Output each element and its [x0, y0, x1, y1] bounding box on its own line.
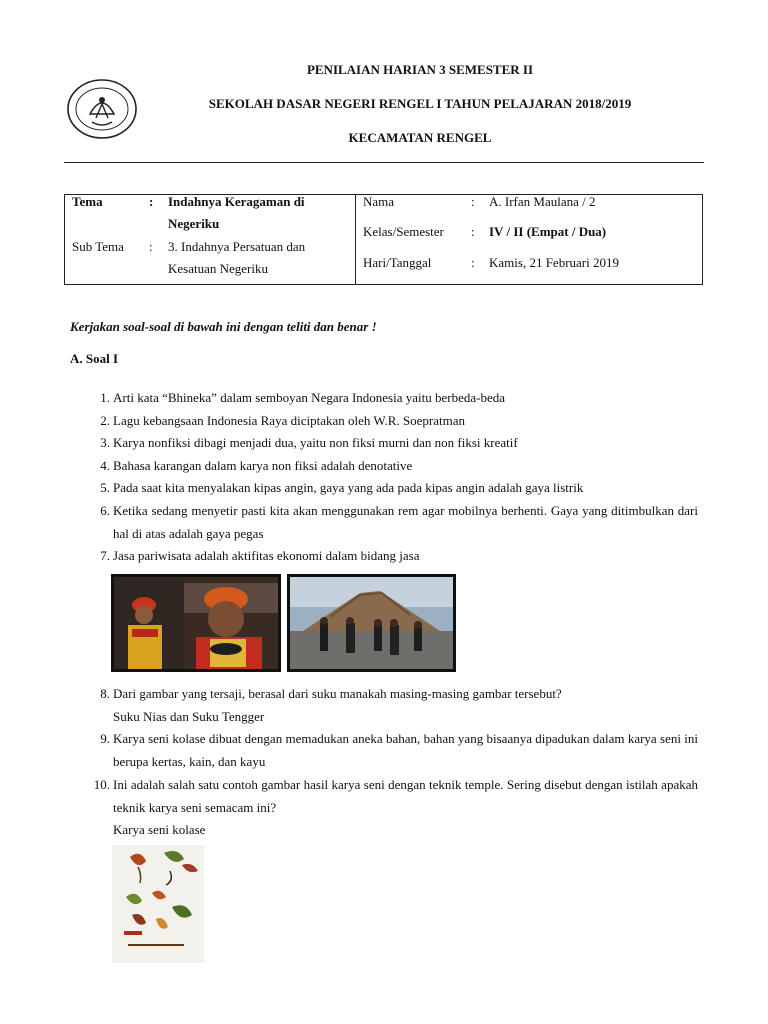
question-number: 5. [100, 480, 110, 495]
question-text: Jasa pariwisata adalah aktifitas ekonomi dalam bidang jasa [113, 548, 420, 563]
question-text: Bahasa karangan dalam karya non fiksi adalah denotative [113, 458, 413, 473]
identity-box-divider [355, 194, 356, 285]
question-number: 6. [100, 503, 110, 518]
header-district: KECAMATAN RENGEL [348, 130, 492, 145]
tema-value-1: Indahnya Keragaman di [168, 194, 305, 209]
question-number: 8. [100, 686, 110, 701]
nama-value: A. Irfan Maulana / 2 [489, 194, 596, 209]
question-text: Karya seni kolase dibuat dengan memadukan aneka bahan, bahan yang bisaanya dipadukan dalam karya seni ini berupa kertas, kain, dan kayu [113, 731, 698, 769]
question-text: Karya nonfiksi dibagi menjadi dua, yaitu non fiksi murni dan non fiksi kreatif [113, 435, 518, 450]
question-text: Arti kata “Bhineka” dalam semboyan Negara Indonesia yaitu berbeda-beda [113, 390, 505, 405]
kelas-colon: : [471, 224, 475, 239]
subtema-value-1: 3. Indahnya Persatuan dan [168, 239, 306, 254]
header-title: PENILAIAN HARIAN 3 SEMESTER II [306, 62, 534, 77]
question-text: Lagu kebangsaan Indonesia Raya diciptakan oleh W.R. Soepratman [113, 413, 465, 428]
instruction-text: Kerjakan soal-soal di bawah ini dengan teliti dan benar ! [70, 319, 377, 334]
tema-value-2: Negeriku [168, 216, 220, 231]
photo-nias-people [111, 574, 281, 672]
question-number: 9. [100, 731, 110, 746]
subtema-label: Sub Tema [72, 239, 124, 254]
tema-label: Tema [72, 194, 103, 209]
hari-label: Hari/Tanggal [363, 255, 432, 270]
hari-colon: : [471, 255, 475, 270]
school-logo [66, 78, 138, 140]
hari-value: Kamis, 21 Februari 2019 [489, 255, 619, 270]
question-number: 7. [100, 548, 110, 563]
kelas-value: IV / II (Empat / Dua) [489, 224, 607, 239]
tema-colon: : [149, 194, 154, 209]
kelas-label: Kelas/Semester [363, 224, 444, 239]
question-number: 4. [100, 458, 110, 473]
subtema-value-2: Kesatuan Negeriku [168, 261, 268, 276]
nama-colon: : [471, 194, 475, 209]
question-text: Ketika sedang menyetir pasti kita akan menggunakan rem agar mobilnya berhenti. Gaya yang ditimbulkan dari hal di atas adalah gaya pegas [113, 503, 698, 541]
subtema-colon: : [149, 239, 153, 254]
header-school: SEKOLAH DASAR NEGERI RENGEL I TAHUN PELAJARAN 2018/2019 [208, 96, 632, 111]
question-text: Ini adalah salah satu contoh gambar hasil karya seni dengan teknik temple. Sering disebut dengan istilah apakah teknik karya seni semacam ini? [113, 777, 698, 815]
section-title: A. Soal I [70, 351, 119, 366]
question-text: Pada saat kita menyalakan kipas angin, gaya yang ada pada kipas angin adalah gaya listrik [113, 480, 584, 495]
photo-tengger-people [287, 574, 456, 672]
question-number: 1. [100, 390, 110, 405]
question-number: 3. [100, 435, 110, 450]
question-number: 10. [93, 777, 110, 792]
nama-label: Nama [363, 194, 395, 209]
answer-text: Suku Nias dan Suku Tengger [113, 709, 265, 724]
question-text: Dari gambar yang tersaji, berasal dari suku manakah masing-masing gambar tersebut? [113, 686, 562, 701]
header-divider [64, 162, 704, 163]
answer-text: Karya seni kolase [113, 822, 206, 837]
collage-image [112, 845, 204, 963]
question-number: 2. [100, 413, 110, 428]
